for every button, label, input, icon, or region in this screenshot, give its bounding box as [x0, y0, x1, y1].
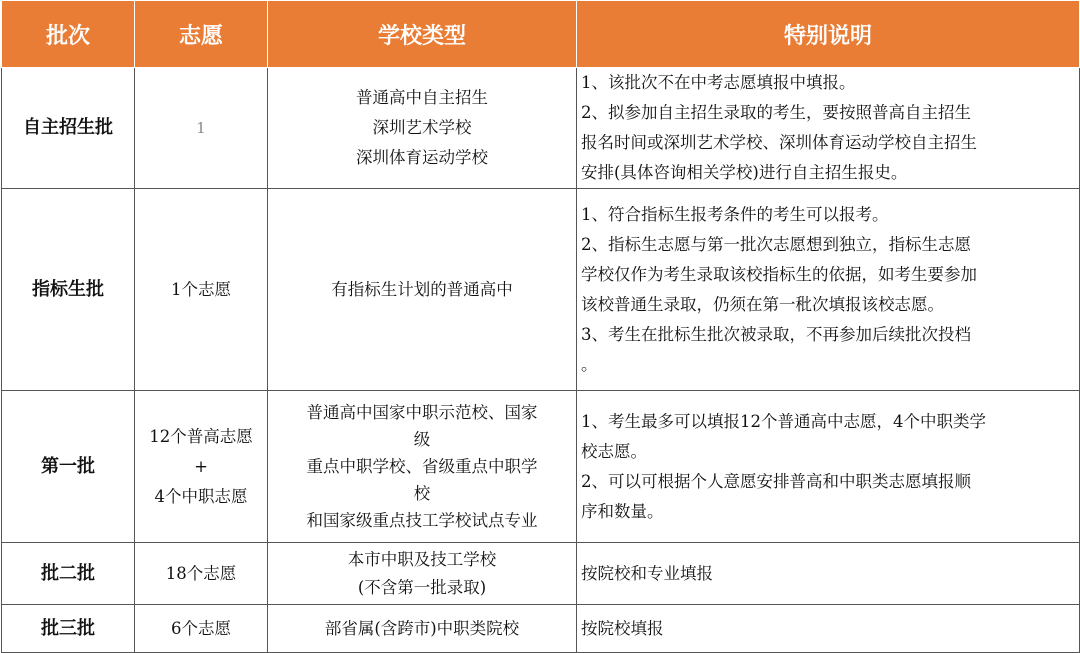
batch-cell: 自主招生批: [2, 68, 135, 189]
note-line: 学校仅作为考生录取该校指标生的依据，如考生要参加: [581, 264, 977, 284]
wish-cell: 6个志愿: [135, 605, 268, 653]
note-line: 2、可以可根据个人意愿安排普高和中职类志愿填报顺: [581, 471, 971, 491]
school-line: 校: [413, 484, 431, 503]
note-line: 1、考生最多可以填报12个普通高中志愿，4个中职类学: [581, 411, 986, 431]
school-line: 深圳体育运动学校: [356, 148, 488, 167]
school-line: 重点中职学校、省级重点中职学: [306, 457, 538, 476]
header-notes: 特别说明: [577, 1, 1080, 68]
note-line: 校志愿。: [581, 441, 647, 461]
batch-cell: 批二批: [2, 543, 135, 605]
header-row: [2, 1, 1080, 68]
school-line: 和国家级重点技工学校试点专业: [306, 511, 538, 530]
school-line: 有指标生计划的普通高中: [331, 279, 513, 299]
note-line: 该校普通生录取，仍须在第一秕次填报该校志愿。: [581, 294, 944, 314]
school-type-cell: [268, 68, 577, 189]
wish-value: 1: [196, 119, 206, 137]
school-line: 部省属(含跨市)中职类院校: [324, 618, 520, 638]
batch-cell: 第一批: [2, 391, 135, 543]
wish-line: +: [194, 456, 208, 476]
school-type-cell: [268, 189, 577, 391]
notes-cell: [577, 189, 1080, 391]
table-row: [2, 605, 1080, 653]
header-wish: 志愿: [135, 1, 268, 68]
admission-batch-table: [1, 0, 1080, 653]
batch-cell: 指标生批: [2, 189, 135, 391]
table-row: [2, 391, 1080, 543]
batch-cell: 批三批: [2, 605, 135, 653]
wish-cell: 18个志愿: [135, 543, 268, 605]
school-line: 本市中职及技工学校: [347, 549, 497, 569]
wish-line: 4个中职志愿: [154, 486, 248, 506]
note-line: 3、考生在批标生批次被录取，不再参加后续批次投档: [581, 324, 971, 344]
note-line: 1、该批次不在中考志愿填报中填报。: [581, 73, 856, 92]
school-type-cell: [268, 391, 577, 543]
header-batch: 批次: [2, 1, 135, 68]
wish-line: 12个普高志愿: [149, 426, 253, 446]
school-line: 级: [413, 430, 431, 449]
notes-cell: [577, 391, 1080, 543]
note-line: 。: [581, 354, 598, 374]
note-line: 1、符合指标生报考条件的考生可以报考。: [581, 204, 889, 224]
note-line: 报名时间或深圳艺术学校、深圳体育运动学校自主招生: [581, 133, 977, 152]
school-type-cell: [268, 605, 577, 653]
table-row: [2, 68, 1080, 189]
header-school-type: 学校类型: [268, 1, 577, 68]
notes-cell: [577, 68, 1080, 189]
note-line: 2、拟参加自主招生录取的考生，要按照普高自主招生: [581, 103, 971, 122]
school-line: 普通高中国家中职示范校、国家: [306, 403, 538, 422]
notes-cell: [577, 605, 1080, 653]
table-row: [2, 543, 1080, 605]
wish-cell: [135, 68, 268, 189]
note-line: 按院校和专业填报: [581, 563, 713, 583]
note-line: 按院校填报: [581, 618, 664, 638]
table-row: [2, 189, 1080, 391]
school-line: 深圳艺术学校: [372, 118, 472, 137]
school-type-cell: [268, 543, 577, 605]
note-line: 安排(具体咨询相关学校)进行自主招生报史。: [581, 163, 908, 182]
wish-cell: 1个志愿: [135, 189, 268, 391]
school-line: (不含第一批录取): [357, 577, 487, 597]
note-line: 2、指标生志愿与第一批次志愿想到独立，指标生志愿: [581, 234, 971, 254]
note-line: 序和数量。: [581, 501, 664, 521]
notes-cell: [577, 543, 1080, 605]
school-line: 普通高中自主招生: [356, 88, 488, 107]
wish-cell: [135, 391, 268, 543]
